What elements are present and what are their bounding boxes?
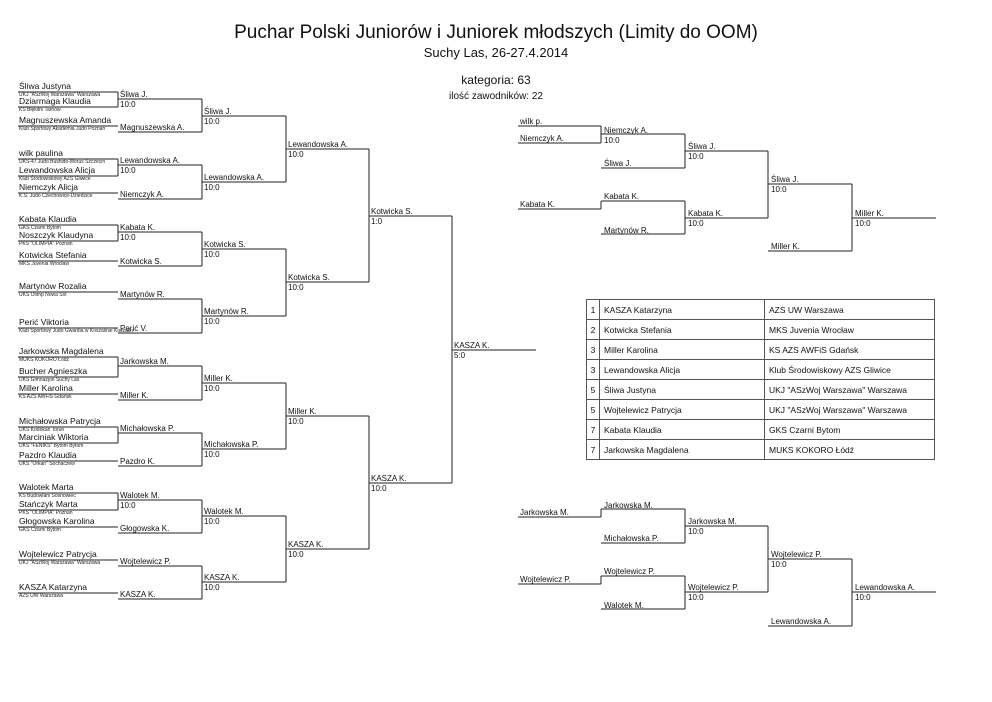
result-club: KS AZS AWFiS Gdańsk [765,340,935,360]
bout-score: 10:0 [120,166,136,175]
bout-score: 10:0 [771,185,787,194]
bout-winner: Miller K. [204,374,233,383]
entry-club: MKS Juvenia Wrocław [19,261,69,267]
entry-name: Lewandowska Alicja [19,165,96,175]
bronze-winner: Miller K. [855,209,884,218]
result-club: MKS Juvenia Wrocław [765,320,935,340]
bout-entry: Walotek M. [604,601,644,610]
bout-winner: Kotwicka S. [371,207,413,216]
bout-winner: Śliwa J. [204,107,232,116]
bout-entry: Śliwa J. [604,159,632,168]
bout-winner: Niemczyk A. [604,126,649,135]
result-name: Kabata Klaudia [600,420,765,440]
bout-entry: Miller K. [771,242,800,251]
bout-score: 10:0 [688,593,704,602]
results-row [587,420,935,440]
bout-score: 10:0 [204,384,220,393]
entry-name: Marciniak Wiktoria [19,432,89,442]
bout-winner: Wojtelewicz P. [771,550,822,559]
results-row [587,340,935,360]
bout-winner: Walotek M. [120,491,160,500]
entry-name: Głogowska Karolina [19,516,95,526]
bout-winner: KASZA K. [120,590,156,599]
bout-entry: Jarkowska M. [604,501,653,510]
bout-score: 10:0 [204,250,220,259]
result-name: KASZA Katarzyna [600,300,765,320]
bout-entry: Lewandowska A. [771,617,832,626]
entry-club: PKS "OLIMPIA" Poznań [19,510,73,516]
result-club: GKS Czarni Bytom [765,420,935,440]
bout-winner: KASZA K. [288,540,324,549]
result-place: 3 [587,340,600,360]
entry-club: KS Błękitni Tarnów [19,107,61,113]
result-name: Wojtelewicz Patrycja [600,400,765,420]
bout-winner: Śliwa J. [771,175,799,184]
bout-score: 10:0 [855,593,871,602]
results-row [587,380,935,400]
bout-score: 10:0 [204,450,220,459]
entry-name: Walotek Marta [19,482,74,492]
entry-club: UKS Kodokan Toruń [19,427,65,433]
bout-winner: Kotwicka S. [120,257,162,266]
bout-winner: Miller K. [120,391,149,400]
bout-score: 10:0 [204,517,220,526]
participants-count: ilość zawodników: 22 [449,91,543,102]
bout-entry: Kabata K. [604,192,640,201]
bout-winner: Kabata K. [688,209,724,218]
result-name: Śliwa Justyna [600,380,765,400]
entry-name: Kotwicka Stefania [19,250,87,260]
entry-name: Pazdro Klaudia [19,450,77,460]
entry-club: UKS Gimnazjon Suchy Las [19,377,80,383]
entry-name: Martynów Rozalia [19,281,87,291]
bout-winner: Lewandowska A. [288,140,349,149]
result-name: Jarkowska Magdalena [600,440,765,460]
bout-score: 10:0 [604,136,620,145]
bout-winner: Walotek M. [204,507,244,516]
entry-name: Perić Viktoria [19,317,69,327]
bout-score: 10:0 [688,152,704,161]
bout-score: 10:0 [288,283,304,292]
result-name: Kotwicka Stefania [600,320,765,340]
bout-winner: Śliwa J. [688,142,716,151]
entry-name: Miller Karolina [19,383,73,393]
bout-entry: Martynów R. [604,226,649,235]
bout-winner: Jarkowska M. [120,357,169,366]
bout-winner: Niemczyk A. [120,190,165,199]
bout-winner: KASZA K. [204,573,240,582]
bout-score: 10:0 [204,583,220,592]
results-row [587,320,935,340]
bout-winner: Wojtelewicz P. [688,583,739,592]
bout-winner: Miller K. [288,407,317,416]
result-place: 7 [587,440,600,460]
result-place: 2 [587,320,600,340]
bout-score: 10:0 [288,550,304,559]
bout-score: 10:0 [688,219,704,228]
entry-club: KS Budowlani Sosnowiec [19,493,76,499]
entry-name: wilk paulina [19,148,63,158]
bout-winner: Lewandowska A. [120,156,181,165]
bout-score: 10:0 [204,183,220,192]
result-club: UKJ "ASzWoj Warszawa" Warszawa [765,400,935,420]
result-club: UKJ "ASzWoj Warszawa" Warszawa [765,380,935,400]
entry-name: Niemczyk Alicja [19,182,79,192]
result-club: MUKS KOKORO Łódź [765,440,935,460]
entry-name: Bucher Agnieszka [19,366,88,376]
results-row [587,300,935,320]
entry-club: UKS Olimp Nowa Sól [19,292,67,298]
entry-club: AZS UW Warszawa [19,593,63,599]
entry-club: MUKS KOKORO Łódź [19,357,70,363]
result-club: AZS UW Warszawa [765,300,935,320]
bout-winner: Kotwicka S. [288,273,330,282]
bout-entry: Wojtelewicz P. [520,575,571,584]
bout-winner: Głogowska K. [120,524,170,533]
entry-club: Klub Środowiskowy AZS Gliwice [19,176,91,182]
entry-name: Noszczyk Klaudyna [19,230,94,240]
entry-club: GKS Czarni Bytom [19,527,61,533]
bout-winner: Magnuszewska A. [120,123,185,132]
bout-entry: Jarkowska M. [520,508,569,517]
entry-club: GKS Czarni Bytom [19,225,61,231]
bout-winner: Kotwicka S. [204,240,246,249]
entry-club: UKJ "ASzWoj Warszawa" Warszawa [19,92,101,98]
entry-name: Kabata Klaudia [19,214,77,224]
result-place: 5 [587,400,600,420]
bout-winner: Martynów R. [204,307,249,316]
bout-score: 10:0 [771,560,787,569]
results-row [587,440,935,460]
entry-club: KS AZS AWFiS Gdańsk [19,394,72,400]
entry-club: Klub Sportowy Akademia Judo Poznań [19,126,106,132]
bout-score: 10:0 [371,484,387,493]
entry-club: Klub Sportowy Judo Gwardia w Koszalinie Koszalin [19,328,133,334]
entry-name: KASZA Katarzyna [19,582,88,592]
bout-winner: Michałowska P. [120,424,175,433]
bout-score: 1:0 [371,217,383,226]
result-name: Lewandowska Alicja [600,360,765,380]
entry-club: UKS "FENIKS" Bytom Bytom [19,443,84,449]
bout-score: 10:0 [688,527,704,536]
entry-name: Śliwa Justyna [19,81,71,91]
result-place: 5 [587,380,600,400]
bout-entry: Niemczyk A. [520,134,565,143]
result-club: Klub Środowiskowy AZS Gliwice [765,360,935,380]
entry-name: Dziarmaga Klaudia [19,96,91,106]
entry-name: Jarkowska Magdalena [19,346,104,356]
final-score: 5:0 [454,351,466,360]
bout-winner: KASZA K. [371,474,407,483]
final-winner: KASZA K. [454,341,490,350]
entry-name: Stańczyk Marta [19,499,78,509]
bout-entry: Michałowska P. [604,534,659,543]
bronze-winner: Lewandowska A. [855,583,916,592]
entry-club: K.S. Judo Czechowice-Dziedzice [19,193,93,199]
bout-winner: Kabata K. [120,223,156,232]
bout-winner: Śliwa J. [120,90,148,99]
bout-winner: Michałowska P. [204,440,259,449]
results-table [586,299,935,460]
bout-score: 10:0 [855,219,871,228]
bout-score: 10:0 [288,417,304,426]
bout-score: 10:0 [204,117,220,126]
bout-winner: Jarkowska M. [688,517,737,526]
bout-winner: Pazdro K. [120,457,156,466]
bout-entry: Kabata K. [520,200,556,209]
bout-score: 10:0 [120,501,136,510]
event-subtitle: Suchy Las, 26-27.4.2014 [423,45,569,60]
result-place: 3 [587,360,600,380]
bout-winner: Martynów R. [120,290,165,299]
bout-score: 10:0 [120,100,136,109]
bout-score: 10:0 [288,150,304,159]
bout-winner: Wojtelewicz P. [120,557,171,566]
result-place: 7 [587,420,600,440]
bout-score: 10:0 [120,233,136,242]
result-place: 1 [587,300,600,320]
entry-club: UKS-47 Judo Bushido-Morus Szczecin [19,159,106,165]
category-label: kategoria: 63 [461,73,531,87]
bout-entry: Wojtelewicz P. [604,567,655,576]
entry-name: Michałowska Patrycja [19,416,101,426]
entry-name: Wojtelewicz Patrycja [19,549,97,559]
entry-name: Magnuszewska Amanda [19,115,112,125]
entry-club: PKS "OLIMPIA" Poznań [19,241,73,247]
result-name: Miller Karolina [600,340,765,360]
bout-score: 10:0 [204,317,220,326]
bout-winner: Perić V. [120,324,148,333]
page-title: Puchar Polski Juniorów i Juniorek młodszych (Limity do OOM) [234,22,758,43]
results-row [587,400,935,420]
entry-club: UKJ "ASzWoj Warszawa" Warszawa [19,560,101,566]
bout-entry: wilk p. [520,117,543,126]
bout-winner: Lewandowska A. [204,173,265,182]
results-row [587,360,935,380]
entry-club: UKS "Orkan" Sochaczew [19,461,75,467]
